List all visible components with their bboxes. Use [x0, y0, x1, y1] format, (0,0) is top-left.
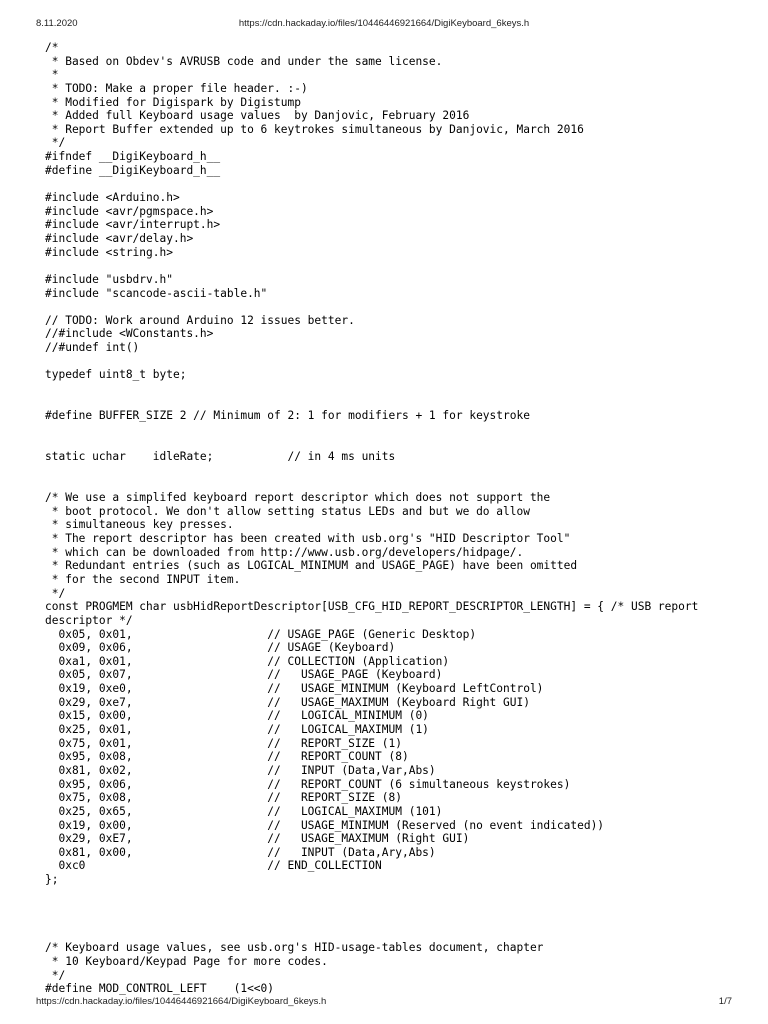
code-line: 0x05, 0x01, // USAGE_PAGE (Generic Desktop) [45, 627, 477, 641]
code-line: #define MOD_CONTROL_LEFT (1<<0) [45, 982, 275, 996]
code-line: * Modified for Digispark by Digistump [45, 95, 301, 109]
code-line [45, 423, 745, 437]
code-line [45, 382, 745, 396]
code-line [45, 437, 745, 451]
source-code-listing [45, 41, 745, 996]
code-line: * which can be downloaded from http://www.usb.org/developers/hidpage/. [45, 545, 524, 559]
code-line: 0xc0 // END_COLLECTION [45, 859, 382, 873]
print-header-url: https://cdn.hackaday.io/files/10446446921664/DigiKeyboard_6keys.h [238, 18, 530, 29]
code-line: * TODO: Make a proper file header. :-) [45, 81, 308, 95]
code-line: * boot protocol. We don't allow setting status LEDs and but we do allow [45, 504, 530, 518]
code-line [45, 259, 745, 273]
code-line [45, 914, 745, 928]
code-line: 0x81, 0x02, // INPUT (Data,Var,Abs) [45, 763, 436, 777]
print-header [0, 16, 768, 32]
code-line: /* We use a simplifed keyboard report descriptor which does not support the [45, 491, 551, 505]
code-line [45, 478, 745, 492]
code-line: * Added full Keyboard usage values by Danjovic, February 2016 [45, 109, 470, 123]
code-line: #include <Arduino.h> [45, 191, 180, 205]
print-date: 8.11.2020 [36, 18, 78, 29]
code-line: * simultaneous key presses. [45, 518, 234, 532]
code-line: 0x19, 0x00, // USAGE_MINIMUM (Reserved (no event indicated)) [45, 818, 605, 832]
code-line: * Redundant entries (such as LOGICAL_MINIMUM and USAGE_PAGE) have been omitted [45, 559, 578, 573]
code-line: /* [45, 41, 59, 54]
code-line: * for the second INPUT item. [45, 572, 241, 586]
code-line [45, 396, 745, 410]
code-line: 0xa1, 0x01, // COLLECTION (Application) [45, 654, 450, 668]
code-line: * Based on Obdev's AVRUSB code and under the same license. [45, 54, 443, 68]
code-line: const PROGMEM char usbHidReportDescriptor[USB_CFG_HID_REPORT_DESCRIPTOR_LENGTH] = { /* USB report [45, 600, 699, 614]
code-line: 0x09, 0x06, // USAGE (Keyboard) [45, 641, 396, 655]
code-line: #include <avr/interrupt.h> [45, 218, 221, 232]
code-line: static uchar idleRate; // in 4 ms units [45, 450, 396, 464]
code-line: // TODO: Work around Arduino 12 issues better. [45, 313, 355, 327]
code-line: 0x75, 0x01, // REPORT_SIZE (1) [45, 736, 402, 750]
code-line: */ [45, 136, 66, 150]
code-line [45, 928, 745, 942]
code-line: * Report Buffer extended up to 6 keytrokes simultaneous by Danjovic, March 2016 [45, 122, 584, 136]
code-line: #ifndef __DigiKeyboard_h__ [45, 150, 221, 164]
code-line: #include "scancode-ascii-table.h" [45, 286, 268, 300]
code-line [45, 177, 745, 191]
code-line: * 10 Keyboard/Keypad Page for more codes. [45, 954, 328, 968]
page-number: 1/7 [718, 996, 732, 1007]
code-line: #include <string.h> [45, 245, 173, 259]
code-line: * The report descriptor has been created with usb.org's "HID Descriptor Tool" [45, 532, 571, 546]
code-line [45, 887, 745, 901]
code-line: 0x95, 0x06, // REPORT_COUNT (6 simultaneous keystrokes) [45, 777, 571, 791]
code-line: #define BUFFER_SIZE 2 // Minimum of 2: 1 for modifiers + 1 for keystroke [45, 409, 530, 423]
code-line: #include <avr/delay.h> [45, 231, 194, 245]
code-line: typedef uint8_t byte; [45, 368, 187, 382]
code-line: 0x95, 0x08, // REPORT_COUNT (8) [45, 750, 409, 764]
code-line: 0x25, 0x01, // LOGICAL_MAXIMUM (1) [45, 723, 429, 737]
code-line: 0x75, 0x08, // REPORT_SIZE (8) [45, 791, 402, 805]
code-line: descriptor */ [45, 613, 133, 627]
code-line [45, 900, 745, 914]
code-line [45, 355, 745, 369]
code-line: #include "usbdrv.h" [45, 272, 173, 286]
code-line: */ [45, 968, 66, 982]
code-line: 0x29, 0xe7, // USAGE_MAXIMUM (Keyboard Right GUI) [45, 695, 530, 709]
code-line: }; [45, 873, 59, 887]
code-line: 0x15, 0x00, // LOGICAL_MINIMUM (0) [45, 709, 429, 723]
code-line: 0x25, 0x65, // LOGICAL_MAXIMUM (101) [45, 804, 443, 818]
code-line: 0x05, 0x07, // USAGE_PAGE (Keyboard) [45, 668, 443, 682]
code-line: */ [45, 586, 66, 600]
code-line: #define __DigiKeyboard_h__ [45, 163, 221, 177]
code-line: * [45, 68, 59, 82]
code-line: 0x19, 0xe0, // USAGE_MINIMUM (Keyboard LeftControl) [45, 682, 544, 696]
code-line [45, 464, 745, 478]
code-line [45, 300, 745, 314]
print-footer [0, 994, 768, 1010]
code-line: 0x29, 0xE7, // USAGE_MAXIMUM (Right GUI) [45, 832, 470, 846]
print-footer-url: https://cdn.hackaday.io/files/10446446921664/DigiKeyboard_6keys.h [36, 996, 327, 1007]
code-line: #include <avr/pgmspace.h> [45, 204, 214, 218]
code-line: /* Keyboard usage values, see usb.org's HID-usage-tables document, chapter [45, 941, 544, 955]
code-line: //#undef int() [45, 341, 140, 355]
code-line: //#include <WConstants.h> [45, 327, 214, 341]
code-line: 0x81, 0x00, // INPUT (Data,Ary,Abs) [45, 845, 436, 859]
